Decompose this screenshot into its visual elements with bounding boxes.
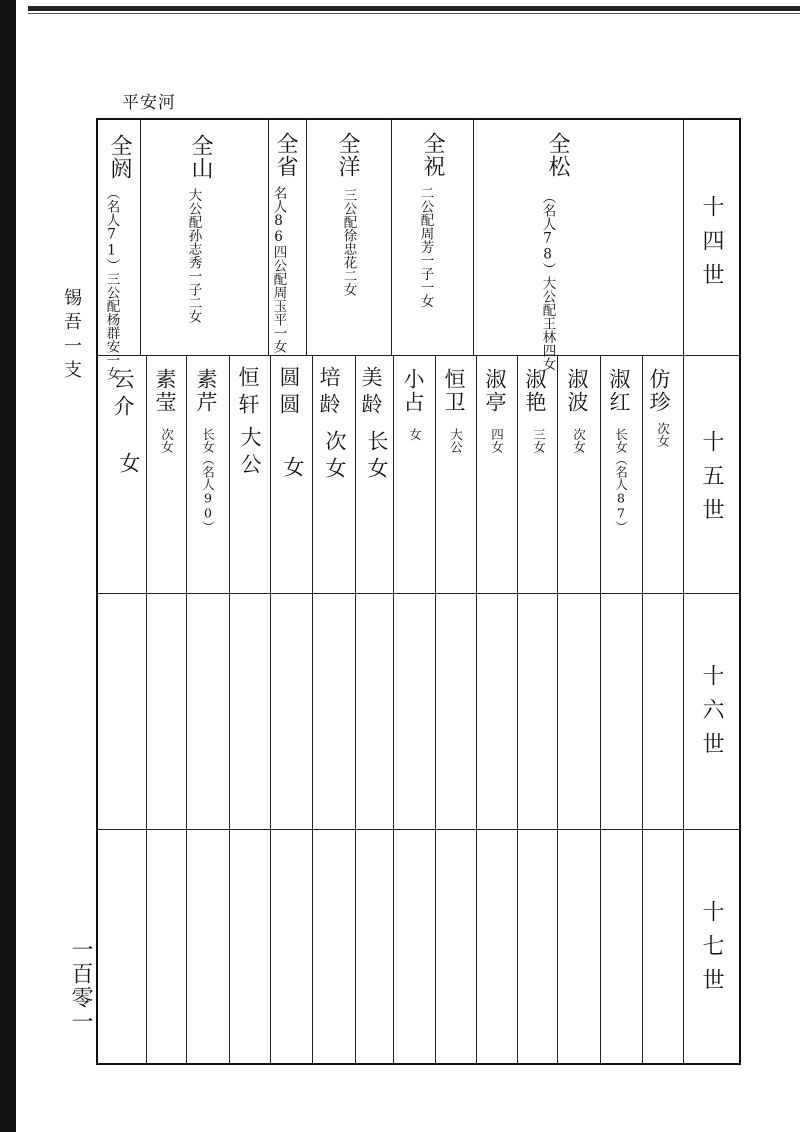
row-divider: [97, 593, 740, 594]
scan-edge: [0, 0, 16, 1132]
person-note: 女: [117, 452, 141, 479]
person-note: （名人78）大公配王林四女: [539, 190, 556, 371]
page-number: 一百零一: [68, 938, 93, 1034]
person-name: 小占: [401, 368, 425, 414]
person-note: 女: [407, 428, 423, 441]
person-note: 次女: [655, 422, 671, 447]
generation-label: 十五世: [699, 430, 724, 532]
person-name: 素芹: [194, 368, 218, 414]
person-note: 名人86四公配周玉平一女: [270, 186, 287, 353]
place-header: 平安河: [122, 93, 176, 113]
person-note: 二公配周芳一子一女: [417, 186, 434, 308]
generation-label: 十四世: [699, 195, 724, 297]
generation-label: 十七世: [699, 900, 724, 1002]
cell-divider: [391, 119, 392, 355]
person-note: 大公配孙志秀一子二女: [185, 188, 202, 323]
row-divider: [97, 355, 740, 356]
person-note: 次女: [571, 428, 587, 453]
person-name: 全祝: [420, 132, 445, 178]
person-name: 云介: [111, 368, 135, 422]
person-name: 美龄: [359, 366, 383, 420]
top-rule-thin: [28, 13, 800, 14]
person-name: 全省: [273, 132, 298, 178]
person-name: 淑亭: [483, 368, 507, 414]
person-name: 全山: [188, 134, 213, 180]
person-name: 全阏: [107, 134, 132, 180]
person-note: 大公: [448, 428, 464, 453]
person-name: 恒轩: [236, 366, 260, 420]
person-name: 素莹: [153, 368, 177, 414]
person-name: 仿珍: [647, 368, 671, 414]
branch-label: 锡吾一支: [61, 288, 82, 384]
person-name: 淑红: [607, 368, 631, 414]
person-name: 恒卫: [442, 368, 466, 414]
generation-label: 十六世: [699, 664, 724, 766]
person-note: 长女（名人87）: [613, 428, 629, 533]
person-name: 培龄: [317, 366, 341, 420]
person-note: 三女: [531, 428, 547, 453]
cell-divider: [473, 119, 474, 355]
person-note: 三公配徐忠花二女: [340, 188, 357, 296]
person-note: 大公: [238, 426, 262, 480]
person-note: （名人71）三公配杨群安一女: [103, 186, 120, 380]
person-name: 淑波: [565, 368, 589, 414]
column-divider: [683, 119, 684, 1064]
cell-divider: [306, 119, 307, 355]
person-name: 全松: [545, 132, 570, 178]
person-note: 长女（名人90）: [200, 428, 216, 533]
person-note: 长女: [365, 430, 389, 484]
person-note: 次女: [323, 430, 347, 484]
person-name: 淑艳: [523, 368, 547, 414]
person-note: 次女: [159, 428, 175, 453]
top-rule: [28, 6, 800, 11]
person-note: 女: [281, 456, 305, 483]
person-name: 圆圆: [277, 366, 301, 420]
row-divider: [97, 829, 740, 830]
cell-divider: [268, 119, 269, 355]
person-note: 四女: [489, 428, 505, 453]
cell-divider: [140, 119, 141, 355]
person-name: 全洋: [335, 132, 360, 178]
